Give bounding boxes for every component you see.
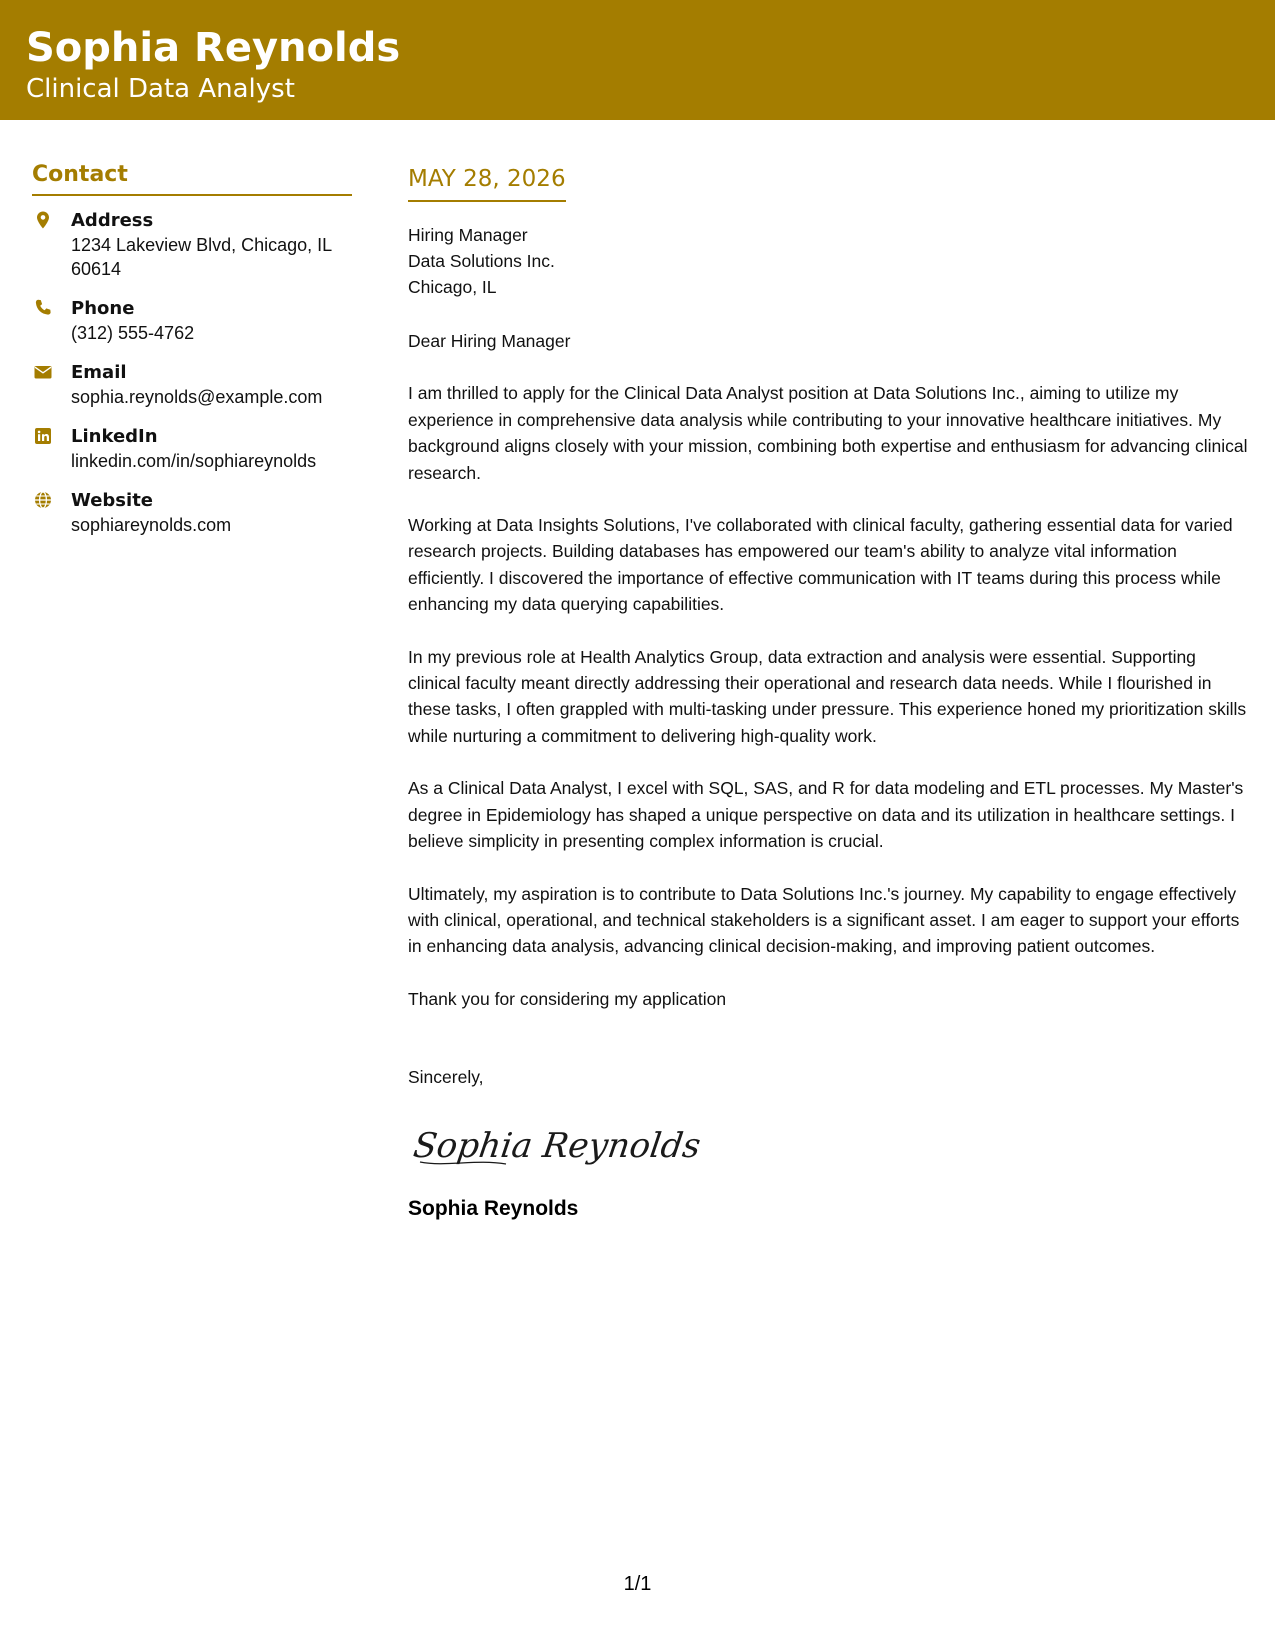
contact-value-email: sophia.reynolds@example.com: [71, 387, 323, 407]
letter-paragraph: Ultimately, my aspiration is to contribute to Data Solutions Inc.'s journey. My capability to engage effectively with clinical, operational, and technical stakeholders is a significant asset. I am eager to support your efforts in enhancing data analysis, advancing clinical decision-making, and improving patient outcomes.: [408, 883, 1240, 957]
letter-date: MAY 28, 2026: [408, 164, 566, 202]
contact-sidebar: [32, 160, 352, 552]
applicant-name: Sophia Reynolds: [26, 25, 401, 71]
contact-label-website: Website: [71, 490, 154, 511]
header-banner: [0, 0, 1275, 120]
envelope-icon: [33, 362, 53, 382]
letter-body: [408, 164, 1248, 1223]
contact-value-linkedin: linkedin.com/in/sophiareynolds: [71, 451, 317, 471]
contact-item-phone: [32, 296, 352, 345]
signer-name: Sophia Reynolds: [408, 1196, 579, 1220]
linkedin-icon: [33, 426, 53, 446]
contact-label-linkedin: LinkedIn: [71, 426, 158, 447]
letter-paragraph: Working at Data Insights Solutions, I've collaborated with clinical faculty, gathering essential data for varied research projects. Building databases has empowered our team's ability to analyze vital information efficiently. I discovered the importance of effective communication with IT teams during this process while enhancing my data querying capabilities.: [408, 515, 1233, 615]
map-pin-icon: [33, 210, 53, 230]
contact-section-title: Contact: [32, 160, 352, 196]
contact-list: [32, 208, 352, 537]
contact-item-linkedin: [32, 424, 352, 473]
contact-label-address: Address: [71, 210, 154, 231]
applicant-role: Clinical Data Analyst: [26, 74, 295, 104]
recipient-title: Hiring Manager: [408, 225, 528, 245]
signature-glyphs: Sophia Reynolds: [410, 1125, 704, 1166]
closing-line: Thank you for considering my application: [408, 988, 727, 1009]
contact-value-website: sophiareynolds.com: [71, 515, 232, 535]
phone-icon: [33, 298, 53, 318]
letter-paragraph: As a Clinical Data Analyst, I excel with SQL, SAS, and R for data modeling and ETL processes. My Master's degree in Epidemiology has shaped a unique perspective on data and its utilization in healthcare settings. I believe simplicity in presenting complex information is crucial.: [408, 778, 1244, 852]
letter-paragraph: I am thrilled to apply for the Clinical Data Analyst position at Data Solutions Inc., aiming to utilize my experience in comprehensive data analysis while contributing to your innovative healthcare initiatives. My background aligns closely with your mission, combining both expertise and enthusiasm for advancing clinical research.: [408, 383, 1248, 483]
contact-item-email: [32, 360, 352, 409]
contact-label-email: Email: [71, 362, 127, 383]
contact-item-website: [32, 488, 352, 537]
contact-label-phone: Phone: [71, 298, 135, 319]
recipient-company: Data Solutions Inc.: [408, 251, 555, 271]
letter-paragraph: In my previous role at Health Analytics Group, data extraction and analysis were essential. Supporting clinical faculty meant directly addressing their operational and research data needs. While I flourished in these tasks, I often grappled with multi-tasking under pressure. This experience honed my prioritization skills while nurturing a commitment to delivering high-quality work.: [408, 646, 1247, 746]
contact-value-phone: (312) 555-4762: [71, 323, 195, 343]
globe-icon: [33, 490, 53, 510]
signoff: Sincerely,: [408, 1067, 484, 1088]
recipient-block: [408, 222, 1248, 300]
contact-item-address: [32, 208, 352, 281]
handwritten-signature: [410, 1115, 704, 1175]
page-number: 1/1: [623, 1573, 652, 1595]
contact-value-address: 1234 Lakeview Blvd, Chicago, IL 60614: [71, 235, 332, 279]
salutation: Dear Hiring Manager: [408, 331, 571, 351]
recipient-location: Chicago, IL: [408, 277, 497, 297]
